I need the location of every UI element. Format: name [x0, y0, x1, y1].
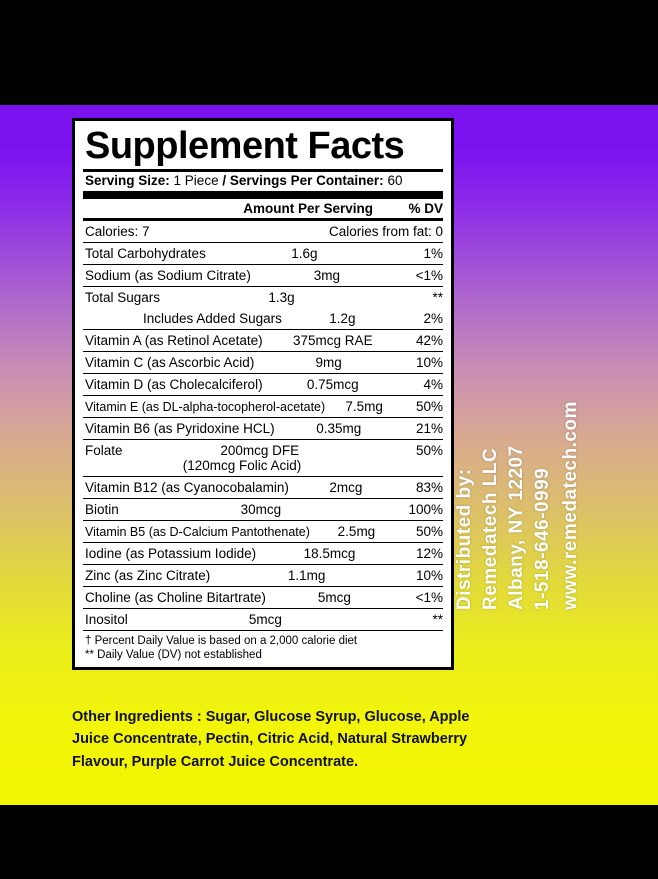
nutrient-dv: 50%	[415, 443, 443, 458]
table-row	[83, 543, 443, 565]
table-row	[83, 418, 443, 440]
nutrient-amount: 1.3g	[268, 290, 295, 305]
table-row	[83, 287, 443, 308]
table-row-calories	[83, 221, 443, 243]
nutrient-dv: 10%	[415, 568, 443, 583]
table-row	[83, 330, 443, 352]
distributor-line-2: Remedatech LLC	[480, 447, 501, 610]
nutrient-amount: 30mcg	[240, 502, 282, 517]
table-row	[83, 265, 443, 287]
table-row	[83, 396, 443, 418]
nutrient-dv: 50%	[415, 399, 443, 414]
nutrient-name: Vitamin C (as Ascorbic Acid)	[85, 355, 255, 370]
other-ingredients-text: Other Ingredients : Sugar, Glucose Syrup, Glucose, Apple Juice Concentrate, Pectin, Citric Acid, Natural Strawberry Flavour, Purple Carrot Juice Concentrate.	[72, 709, 470, 770]
nutrient-dv: 4%	[423, 377, 443, 392]
nutrient-dv: 83%	[415, 480, 443, 495]
distributor-website: www.remedatech.com	[560, 401, 581, 610]
nutrient-amount: 9mg	[315, 355, 342, 370]
nutrient-amount: 2mcg	[329, 480, 363, 495]
nutrient-dv: <1%	[415, 590, 443, 605]
supplement-facts-title: Supplement Facts	[85, 125, 405, 167]
nutrient-amount: 375mcg RAE	[293, 333, 373, 348]
nutrient-name: Sodium (as Sodium Citrate)	[85, 268, 251, 283]
table-row	[83, 243, 443, 265]
distributor-phone: 1-518-646-0999	[532, 467, 553, 610]
nutrient-amount: 2.5mg	[337, 524, 376, 539]
nutrient-dv: 2%	[423, 311, 443, 326]
nutrient-dv: 21%	[415, 421, 443, 436]
table-row	[83, 308, 443, 330]
nutrient-name: Folate	[85, 443, 123, 458]
nutrient-dv: 50%	[415, 524, 443, 539]
nutrient-amount: 5mcg	[248, 612, 282, 627]
table-row	[83, 565, 443, 587]
nutrient-amount: 1.1mg	[287, 568, 326, 583]
table-row	[83, 499, 443, 521]
nutrient-dv: 1%	[423, 246, 443, 261]
nutrient-name: Total Carbohydrates	[85, 246, 206, 261]
nutrient-amount: 5mcg	[317, 590, 351, 605]
nutrient-amount: 18.5mcg	[303, 546, 356, 561]
nutrient-amount: 0.35mg	[316, 421, 362, 436]
nutrient-dv: 100%	[408, 502, 443, 517]
nutrient-name: Choline (as Choline Bitartrate)	[85, 590, 266, 605]
footnote-daily-value: † Percent Daily Value is based on a 2,000 calorie diet	[85, 635, 358, 647]
footnotes	[83, 631, 443, 665]
supplement-facts-panel	[72, 118, 454, 670]
calories-label: Calories: 7	[85, 224, 150, 239]
nutrient-name: Total Sugars	[85, 290, 161, 305]
nutrient-dv: 10%	[415, 355, 443, 370]
nutrient-name: Includes Added Sugars	[143, 311, 282, 326]
nutrient-amount: 1.2g	[329, 311, 356, 326]
nutrient-name: Vitamin B6 (as Pyridoxine HCL)	[85, 421, 275, 436]
amount-per-serving-header: Amount Per Serving	[243, 201, 373, 216]
nutrient-amount: 0.75mcg	[306, 377, 359, 392]
table-row	[83, 521, 443, 543]
table-row	[83, 352, 443, 374]
serving-size-value: 1 Piece	[173, 173, 219, 188]
nutrient-name: Inositol	[85, 612, 128, 627]
nutrient-amount: 7.5mg	[345, 399, 383, 414]
distributor-line-1: Distributed by:	[454, 468, 475, 610]
distributor-block	[454, 280, 620, 610]
nutrient-dv: 12%	[415, 546, 443, 561]
calories-from-fat: Calories from fat: 0	[328, 224, 443, 239]
nutrient-amount: 1.6g	[291, 246, 318, 261]
nutrient-amount: 3mg	[313, 268, 341, 283]
table-row	[83, 609, 443, 631]
nutrient-name: Vitamin B5 (as D-Calcium Pantothenate)	[85, 525, 310, 539]
nutrient-name: Zinc (as Zinc Citrate)	[85, 568, 211, 583]
nutrient-dv: **	[432, 612, 443, 627]
servings-per-container-label: Servings Per Container:	[229, 173, 384, 188]
nutrient-dv: <1%	[415, 268, 443, 283]
nutrient-dv: 42%	[415, 333, 443, 348]
nutrient-name: Biotin	[85, 502, 119, 517]
serving-size-label: Serving Size:	[85, 173, 170, 188]
serving-divider	[83, 191, 443, 199]
footnote-dv-not-established: ** Daily Value (DV) not established	[85, 649, 262, 662]
nutrient-name: Vitamin B12 (as Cyanocobalamin)	[85, 480, 289, 495]
serving-size-line	[83, 172, 443, 191]
nutrient-name: Vitamin A (as Retinol Acetate)	[85, 333, 263, 348]
distributor-line-3: Albany, NY 12207	[506, 445, 527, 610]
nutrient-name: Vitamin D (as Cholecalciferol)	[85, 377, 263, 392]
nutrient-dv: **	[432, 290, 443, 305]
nutrient-name: Iodine (as Potassium Iodide)	[85, 546, 257, 561]
folate-sub-amount: (120mcg Folic Acid)	[182, 458, 302, 473]
table-row	[83, 374, 443, 396]
servings-per-container-value: 60	[387, 173, 403, 188]
table-row	[83, 587, 443, 609]
table-row	[83, 477, 443, 499]
nutrient-name: Vitamin E (as DL-alpha-tocopherol-acetate)	[85, 400, 326, 414]
table-row-folate	[83, 440, 443, 477]
daily-value-header: % DV	[408, 201, 443, 216]
nutrient-amount: 200mcg DFE	[220, 443, 300, 458]
serving-separator: /	[222, 173, 227, 188]
table-header-row	[83, 199, 443, 218]
